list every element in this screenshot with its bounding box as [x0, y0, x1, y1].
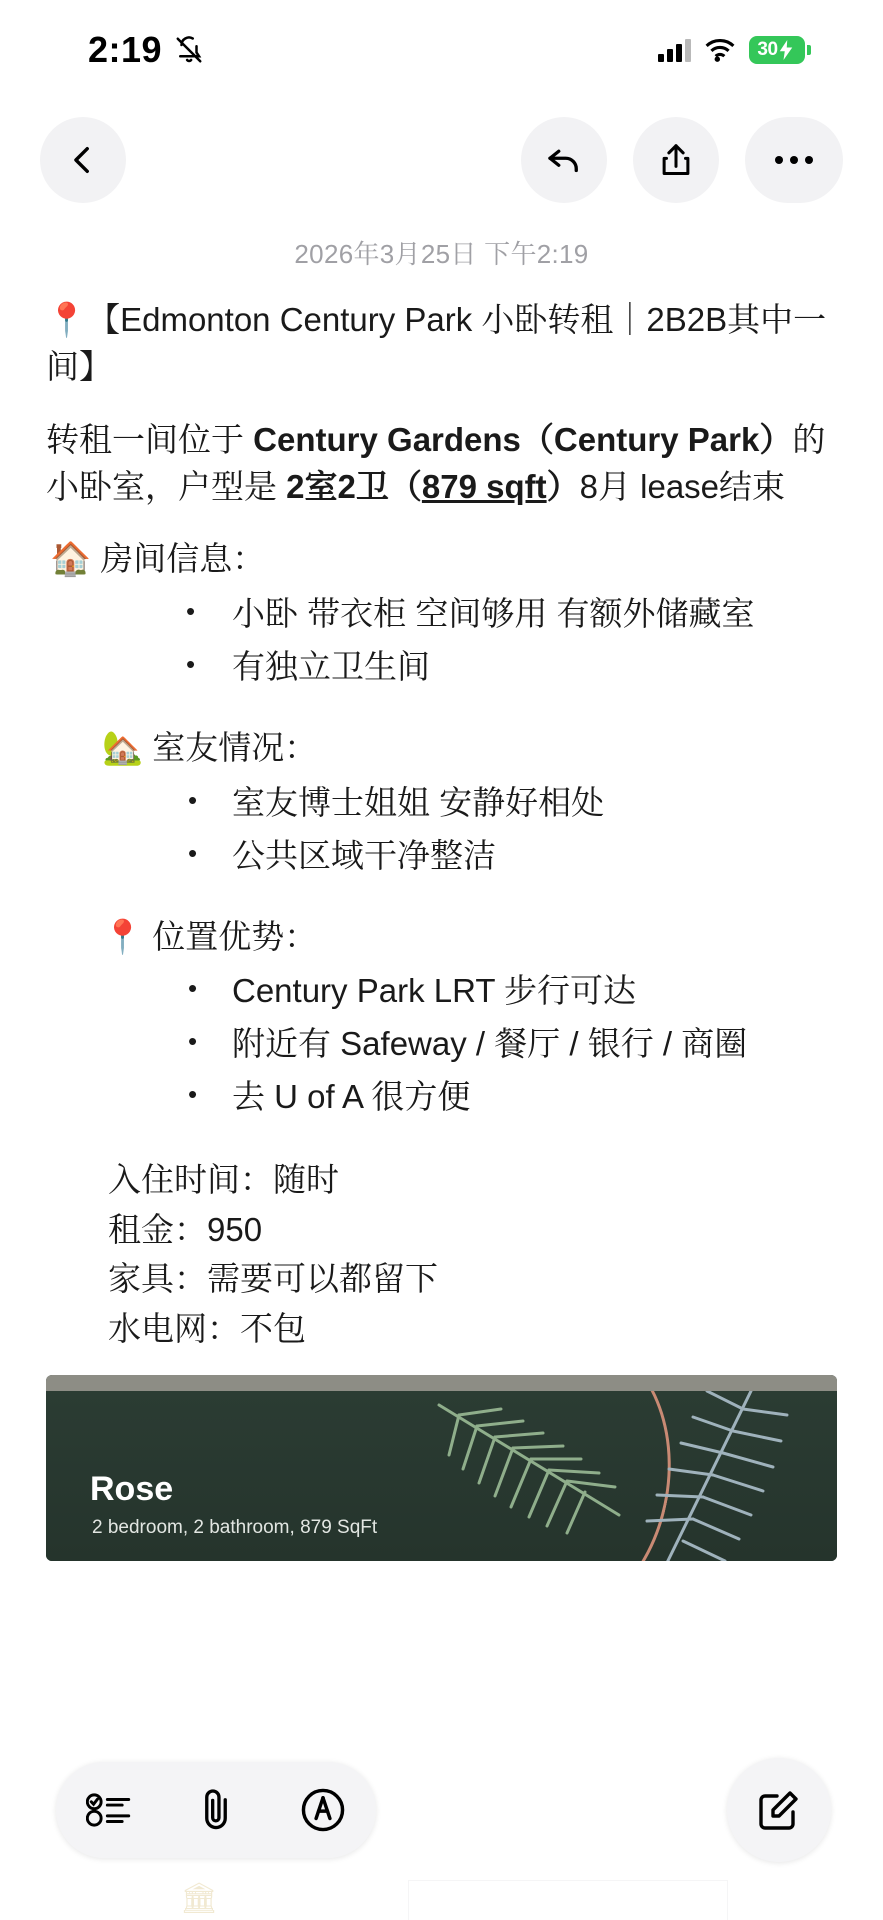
bell-off-icon — [174, 35, 204, 65]
list-item: • 室友博士姐姐 安静好相处 — [46, 780, 837, 827]
detail-rent: 租金：950 — [108, 1210, 263, 1248]
share-button[interactable] — [633, 117, 719, 203]
house-emoji-icon: 🏠 — [50, 540, 92, 578]
checklist-icon — [86, 1793, 132, 1827]
detail-lines — [46, 1155, 837, 1353]
background-app-peek — [0, 1874, 883, 1920]
image-top-strip — [46, 1375, 837, 1391]
intro-part3: 8月 lease结束 — [579, 467, 786, 505]
intro-bold3: ） — [546, 467, 580, 505]
detail-furniture: 家具：需要可以都留下 — [108, 1260, 438, 1298]
bottom-toolbar — [56, 1762, 376, 1858]
section-heading-room-info — [46, 536, 837, 583]
undo-arrow-icon — [543, 139, 585, 181]
list-item: • 去 U of A 很方便 — [46, 1074, 837, 1121]
chevron-left-icon — [66, 143, 100, 177]
intro-layout: 2室2卫（ — [286, 467, 422, 505]
note-body[interactable] — [0, 234, 883, 1353]
image-card-title: Rose — [90, 1470, 174, 1509]
list-item: • 附近有 Safeway / 餐厅 / 银行 / 商圈 — [46, 1021, 837, 1068]
ellipsis-icon — [773, 153, 815, 167]
battery-level: 30 — [757, 39, 778, 60]
section-heading-roommate-label: 室友情况： — [152, 729, 318, 767]
paperclip-icon — [198, 1786, 234, 1834]
share-icon — [657, 141, 695, 179]
compose-icon — [755, 1786, 803, 1834]
background-app-icon: 🏛 — [180, 1882, 219, 1915]
markup-pen-icon — [300, 1787, 346, 1833]
section-heading-room-info-label: 房间信息： — [100, 540, 266, 578]
list-item: • 有独立卫生间 — [46, 644, 837, 691]
section-heading-roommate — [46, 725, 837, 772]
bullet-list-room-info — [46, 591, 837, 691]
intro-part1: 转租一间位于 — [46, 420, 254, 458]
note-date: 2026年3月25日 下午2:19 — [294, 239, 589, 269]
wifi-icon — [703, 37, 737, 63]
bullet-list-roommate — [46, 780, 837, 880]
list-item: • Century Park LRT 步行可达 — [46, 968, 837, 1015]
pin-emoji-icon: 📍 — [102, 917, 144, 955]
pin-emoji-icon: 📍 — [46, 301, 88, 338]
undo-button[interactable] — [521, 117, 607, 203]
image-background — [46, 1391, 837, 1561]
more-options-button[interactable] — [745, 117, 843, 203]
palm-frond-blue-icon — [601, 1391, 831, 1561]
list-item: • 小卧 带衣柜 空间够用 有额外储藏室 — [46, 591, 837, 638]
image-card-subtitle: 2 bedroom, 2 bathroom, 879 SqFt — [92, 1517, 378, 1539]
background-panel — [408, 1880, 728, 1920]
status-bar-left — [88, 29, 204, 71]
section-heading-location-label: 位置优势： — [152, 917, 318, 955]
attachment-button[interactable] — [180, 1774, 252, 1846]
detail-utilities: 水电网：不包 — [108, 1309, 306, 1347]
note-intro-paragraph — [46, 417, 837, 511]
house-garden-emoji-icon: 🏡 — [102, 729, 144, 767]
section-heading-location — [46, 914, 837, 961]
battery-icon — [749, 36, 805, 64]
status-time: 2:19 — [88, 29, 163, 70]
attached-image-card[interactable] — [46, 1375, 837, 1561]
nav-actions — [521, 117, 843, 203]
status-bar-right — [658, 36, 805, 64]
checklist-button[interactable] — [73, 1774, 145, 1846]
intro-part2: 的小卧室，户型是 — [46, 420, 826, 505]
cellular-signal-icon — [658, 38, 691, 62]
detail-move-in: 入住时间：随时 — [108, 1161, 339, 1199]
bullet-list-location — [46, 968, 837, 1121]
status-bar — [0, 0, 883, 100]
note-title — [46, 297, 837, 391]
back-button[interactable] — [40, 117, 126, 203]
markup-button[interactable] — [287, 1774, 359, 1846]
compose-button[interactable] — [727, 1758, 831, 1862]
note-title-text: 【Edmonton Century Park 小卧转租｜2B2B其中一间】 — [46, 301, 827, 385]
navigation-bar — [0, 100, 883, 220]
list-item: • 公共区域干净整洁 — [46, 833, 837, 880]
intro-building: Century Gardens（Century Park） — [253, 420, 793, 458]
intro-sqft: 879 sqft — [421, 467, 547, 505]
